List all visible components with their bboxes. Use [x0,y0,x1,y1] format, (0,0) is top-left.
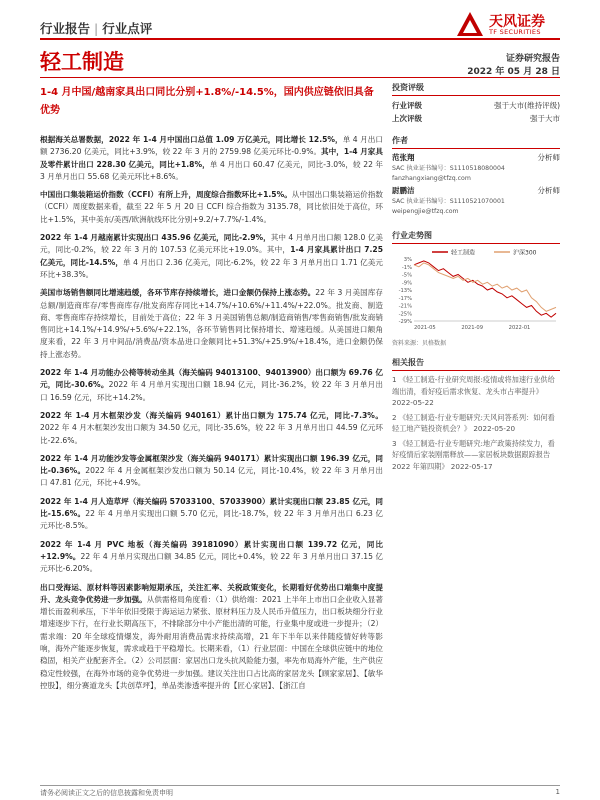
main-body [40,134,383,698]
logo-text-en: TF SECURITIES [489,28,541,36]
logo-mark-icon [455,10,485,38]
prev-rating-label: 上次评级 [392,114,422,123]
legend-label: 沪深300 [513,249,537,257]
body-paragraph [40,496,383,533]
para-text: 2022 年 4 月单月实现出口额 18.94 亿元，同比-36.2%，较 22 年 3 月单月出口 16.59 亿元，环比+14.2%。 [40,380,383,402]
header-rule [40,38,560,40]
analyst-name-row [392,185,560,197]
body-paragraph [40,367,383,404]
para-bold: 2022 年 1-4 月功能办公椅等转动坐具（海关编码 94013100、94013900）出口额为 69.76 亿元，同比-30.6%。 [40,368,383,390]
report-type: 证券研究报告 [505,54,560,64]
crumb-separator: | [94,21,99,36]
para-text: 单 4 月出口额 2736.20 亿美元，同比+3.9%，较 22 年 3 月的 2759.98 亿美元环比-0.9%。 [40,135,383,157]
analyst-email[interactable]: weipengjie@tfzq.com [392,207,459,215]
x-tick-label: 2021-09 [461,325,484,331]
related-report-item[interactable]: 1 《轻工制造-行业研究周报:疫情或将加速行业供给端出清，看好疫后需求恢复、龙头市占率提升》 2022-05-22 [392,375,555,407]
y-tick-label: 3% [403,257,412,263]
para-bold: 出口受海运、原材料等因素影响短期承压，关注汇率、关税政策变化，长期看好优势出口端集中度提升、龙头竞争优势进一步加强。 [40,582,383,604]
para-text: 2022 年 4 月木框架沙发出口额为 34.50 亿元，同比-35.6%，较 22 年 3 月单月出口 44.59 亿元环比-22.6%。 [40,423,383,445]
crumb-report: 行业报告 [40,21,91,36]
tf-securities-logo [455,10,560,38]
analyst-role: 分析师 [537,153,560,162]
para-bold: 2022 年 1-4 月人造草坪（海关编码 57033100、57033900）累计实现出口额 23.85 亿元，同比-15.6%。 [40,496,383,519]
related-report-item[interactable]: 3 《轻工制造-行业专题研究:地产政策持续发力，看好疫情后家装刚需释放——家居板块数据跟踪报告 2022 年第四期》 2022-05-17 [392,438,555,471]
x-tick-label: 2021-05 [414,325,436,331]
rating-section-title: 投资评级 [392,82,560,96]
series-line-hs300 [414,263,556,311]
report-date: 2022 年 05 月 28 日 [467,67,560,77]
analyst-name: 尉鹏洁 [392,186,415,195]
author-section-title: 作者 [392,135,560,149]
y-tick-label: -1% [401,264,412,271]
body-paragraph [40,410,383,447]
related-report-item[interactable]: 2 《轻工制造-行业专题研究:天风问答系列：如何看轻工地产链投资机会？》 2022-05-20 [392,412,555,433]
analyst-name: 范张翔 [392,153,415,162]
footer-rule [40,785,560,786]
prev-rating-value: 强于大市 [530,114,560,123]
para-bold: 2022 年 1-4 月木框架沙发（海关编码 940161）累计出口额为 175.74 亿元，同比-7.3%。 [40,410,383,420]
body-paragraph [40,453,383,490]
y-tick-label: -17% [398,295,412,302]
industry-rating-row [392,99,560,112]
para-bold: 根据海关总署数据，2022 年 1-4 月中国出口总值 1.09 万亿美元，同比增长 12.5%， [40,135,343,144]
legend-label: 轻工制造 [451,249,476,257]
breadcrumb [40,19,152,37]
footer-disclaimer[interactable]: 请务必阅读正文之后的信息披露和免责申明 [40,789,173,797]
body-paragraph [40,189,383,226]
para-bold: 2022 年 1-4 月 PVC 地板（海关编码 39181090）累计实现出口额 139.72 亿元，同比+12.9%。 [40,539,383,561]
para-text-2: 单 4 月出口 2.36 亿美元，同比-6.2%，较 22 年 3 月单月出口 1.71 亿美元环比+38.3%。 [40,257,384,279]
analyst-name-row [392,152,560,164]
previous-rating-row [392,112,560,125]
analyst-cert: SAC 执业证书编号：S1110518080004 [392,165,505,172]
y-tick-label: -21% [398,303,412,310]
rating-value: 强于大市(维持评级) [494,101,560,110]
para-text-2: 单 4 月出口 60.47 亿美元，同比-3.0%，较 22 年 3 月单月出口 55.68 亿美元环比+8.6%。 [40,159,384,181]
para-text: 2022 年 4 月金属框架沙发出口额为 50.14 亿元，同比-10.4%，较 22 年 3 月单月出口 47.81 亿元，环比+4.9%。 [40,466,383,488]
y-tick-label: -29% [398,319,412,325]
para-bold-2: 1-4 月家具累计出口 7.25 亿美元，同比-14.5%， [40,245,383,267]
y-tick-label: -5% [401,272,412,279]
analyst-cert: SAC 执业证书编号：S1110521070001 [392,198,505,205]
top-bar [40,10,560,40]
para-text: 22 年 4 月单月实现出口额 34.85 亿元，同比+0.4%，较 22 年 3 月单月出口 37.15 亿元环比-6.20%。 [40,551,384,574]
analyst-role: 分析师 [537,186,560,195]
report-headline: 1-4 月中国/越南家具出口同比分别+1.8%/-14.5%，国内供应链依旧具备优势 [40,87,374,116]
sector-title: 轻工制造 [40,50,124,74]
para-bold: 2022 年 1-4 月越南累计实现出口 435.96 亿美元，同比-2.9%， [40,233,271,243]
analyst-card [392,152,560,183]
trend-chart-svg [392,247,560,335]
para-text: 其中 4 月单月出口额 128.0 亿美元，同比-0.2%，较 22 年 3 月的 107.53 亿美元环比+19.0%。其中， [40,233,383,255]
trend-section-title: 行业走势图 [392,230,560,244]
y-tick-label: -25% [398,311,412,318]
related-section-title: 相关报告 [392,357,560,371]
industry-trend-chart [392,247,560,335]
body-paragraph [40,287,383,361]
chart-source: 资料来源：贝格数据 [392,340,447,347]
series-line-industry [414,261,556,317]
y-tick-label: -13% [398,288,412,294]
y-tick-label: -9% [401,280,412,287]
para-bold-2: 其中，1-4 月家具及零件累计出口 228.30 亿美元，同比+1.8%， [40,147,383,169]
body-paragraph [40,539,383,576]
analyst-card [392,185,560,216]
body-paragraph [40,232,383,281]
body-paragraph [40,134,383,183]
para-text: 从中国出口集装箱运价指数（CCFI）周度数据来看，截至 22 年 5 月 20 日 CCFI 综合指数为 3135.78，同比依旧处于高位，环比+1.5%，其中美东/美西/欧洲航线环比分别+9.2/+7.7%/-1.4%。 [40,190,383,224]
x-tick-label: 2022-01 [508,325,531,331]
body-paragraph [40,582,383,693]
para-text: 从供需格局角度看：（1）供给端：2021 上半年上市出口企业收入显著增长而盈利承压，下半年依旧受限于海运运力紧张、原材料压力及人民币升值压力，出口板块细分行业增速逐步下行，在行业长期高压下，不排除部分中小产能出清的可能，行业集中度或进一步提升；（2）需求端：20 年全球疫情爆发，海外耐用消费品需求持续高增，21 年下半年以来伴随疫情好转等影响，海外产能逐步恢复，需求或趋于平稳增长。长期来看，（1）行业层面：中国在全球供应链中的地位稳固，相关产业配套齐全。（2）公司层面：家居出口龙头抗风险能力强，率先布局海外产能，生产供应稳定性较强，在海外市场的竞争优势进一步加强。建议关注出口占比高的家居龙头【顾家家居】、【敏华控股】，细分赛道龙头【共创草坪】，单品类渗透率提升的【匠心家居】、【浙江自 [40,594,383,690]
para-text: 22 年 4 月单月实现出口额 5.70 亿元，同比-18.7%，较 22 年 3 月单月出口 6.23 亿元环比-8.5%。 [40,509,384,531]
analyst-email[interactable]: fanzhangxiang@tfzq.com [392,174,471,182]
para-bold: 中国出口集装箱运价指数（CCFI）有所上升，周度综合指数环比+1.5%。 [40,190,292,200]
sidebar [392,78,560,475]
rating-label: 行业评级 [392,101,422,110]
logo-text-cn: 天风证券 [489,14,545,30]
para-bold: 美国市场销售额同比增速趋缓，各环节库存持续增长，进口金额仍保持上涨态势。 [40,288,316,298]
page-number: 1 [555,788,560,796]
para-text: 22 年 3 月美国库存总额/制造商库存/零售商库存/批发商库存同比+14.7%/+10.6%/+11.4%/+22.0%。批发商、制造商、零售商库存持续增长，目前处于高位；22 年 3 月美国销售总额/制造商销售/零售商销售/批发商销售同比+14.1%/+14.9%/+5.6%/+22.1%，各环节销售同比保持增长、增速趋缓。从美国进口额角度来看，22 年 3 月中间品/消费品/资本品进口金额同比+51.3%/+25.9%/+18.4%，进口金额仍保持上涨态势。 [40,288,383,359]
para-bold: 2022 年 1-4 月功能沙发等金属框架沙发（海关编码 940171）累计实现出口额 196.39 亿元，同比-0.36%。 [40,453,383,476]
crumb-review: 行业点评 [102,21,153,36]
